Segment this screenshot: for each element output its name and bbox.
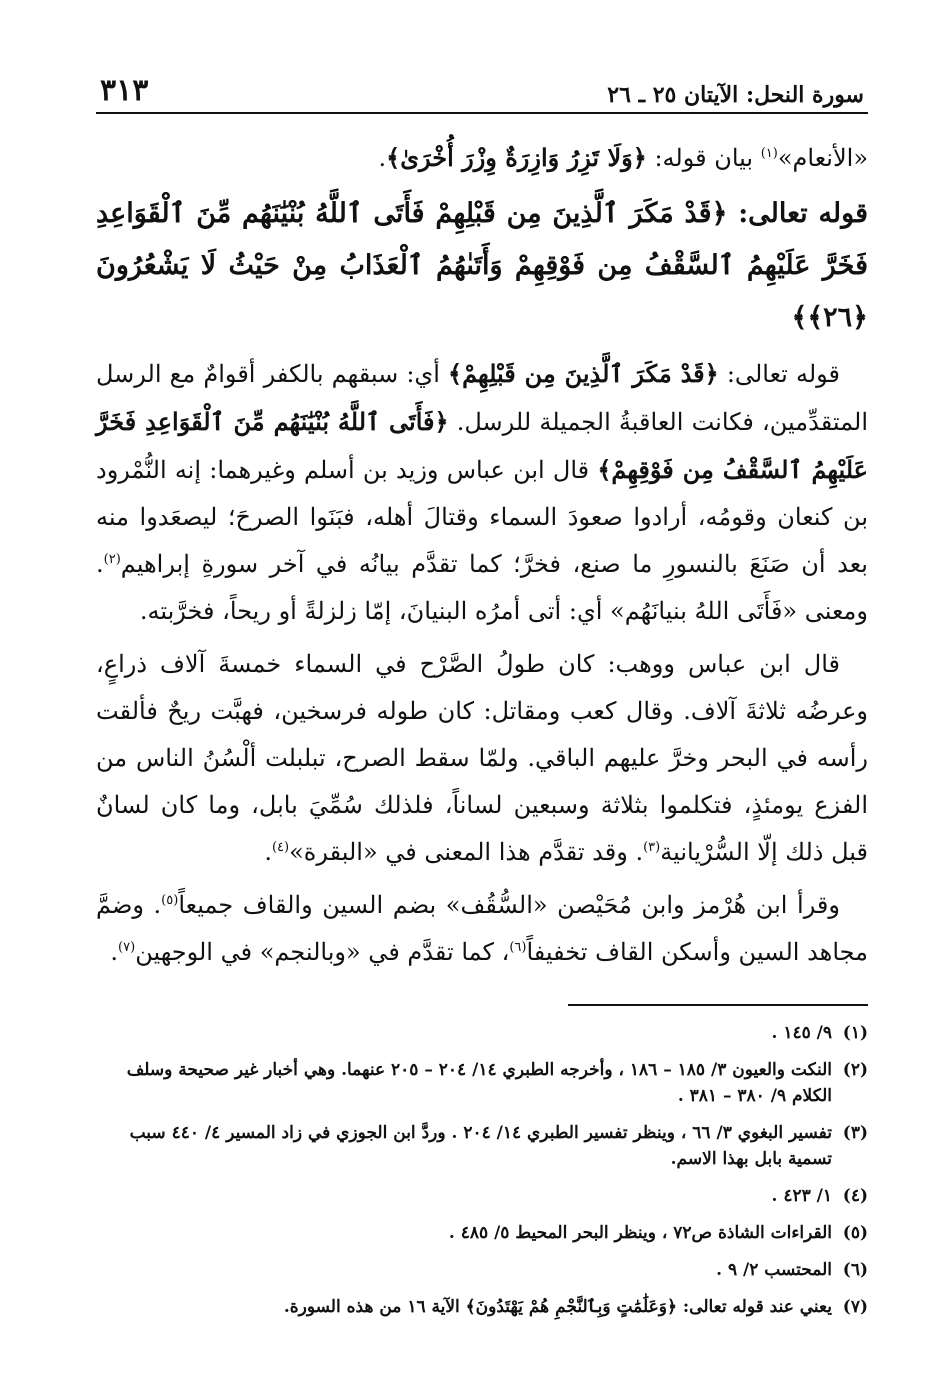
text-run: «الأنعام» (777, 144, 868, 172)
footnote-ref[interactable]: (٣) (643, 840, 661, 855)
footnote-ref[interactable]: (٧) (118, 940, 136, 955)
footnote-ref[interactable]: (٢) (103, 552, 121, 567)
footnote-3 (96, 1120, 868, 1172)
footnote-text: ١/ ٤٢٣ . (771, 1186, 832, 1206)
paragraph-2 (96, 350, 868, 635)
footnote-2 (96, 1057, 868, 1109)
verse-lead: قوله تعالى: (727, 198, 869, 229)
footnote-number: (١) (842, 1023, 868, 1043)
paragraph-1 (96, 134, 868, 182)
text-run: . وضمَّ مجاهد السين وأسكن القاف تخفيفاً (96, 891, 868, 966)
text-run: أي: سبقهم بالكفر أقوامٌ مع الرسل المتقدِّمين، فكانت العاقبةُ الجميلة للرسل. (96, 360, 868, 436)
footnote-6 (96, 1257, 868, 1283)
quran-quote: ﴿قَدْ مَكَرَ ٱلَّذِينَ مِن قَبْلِهِمْ﴾ (448, 359, 719, 388)
footnote-ref[interactable]: (٥) (161, 893, 179, 908)
footnote-text: النكت والعيون ٣/ ١٨٥ – ١٨٦ ، وأخرجه الطبري ١٤/ ٢٠٤ – ٢٠٥ عنهما. وهي أخبار غير صحيحة وسلف الكلام ٩/ ٣٨٠ – ٣٨١ . (126, 1060, 832, 1106)
text-run: . ومعنى «فَأَتَى اللهُ بنيانَهُم» أي: أتى أمرُه البنيانَ، إمّا زلزلةً أو ريحاً، فخرَّبته. (96, 550, 868, 625)
header-title: سورة النحل: الآيتان ٢٥ ـ ٢٦ (607, 82, 864, 108)
text-run: ، كما تقدَّم في «وبالنجم» في الوجهين (135, 938, 510, 966)
quran-verse: ﴿قَدْ مَكَرَ ٱلَّذِينَ مِن قَبْلِهِمْ فَأَتَى ٱللَّهُ بُنْيَٰنَهُم مِّنَ ٱلْقَوَاعِدِ فَخَرَّ عَلَيْهِمُ ٱلسَّقْفُ مِن فَوْقِهِمْ وَأَتَىٰهُمُ ٱلْعَذَابُ مِنْ حَيْثُ لَا يَشْعُرُونَ ﴿٢٦﴾﴾ (96, 198, 868, 333)
text-run: قال ابن عباس وزيد بن أسلم وغيرهما: إنه النُّمْرود بن كنعان وقومُه، أرادوا صعودَ السماء وقتالَ أهله، فبَنَوا الصرحَ؛ ليصعَدوا منه بعد أن صَنَعَ بالنسورِ ما صنع، فخرَّ؛ كما تقدَّم بيانُه في آخر سورةِ إبراهيم (96, 456, 869, 578)
text-run: . (110, 938, 119, 966)
paragraph-3 (96, 641, 868, 876)
text-run: . (264, 838, 272, 866)
footnote-ref[interactable]: (٦) (509, 940, 527, 955)
text-run: قال ابن عباس ووهب: كان طولُ الصَّرْح في السماء خمسةَ آلاف ذراعٍ، وعرضُه ثلاثةَ آلاف. وقال كعب ومقاتل: كان طوله فرسخين، فهبَّت ريحٌ فألقت رأسه في البحر وخرَّ عليهم الباقي. ولمّا سقط الصرح، تبلبلت ألْسُنُ الناس من الفزع يومئذٍ، فتكلموا بثلاثة وسبعين لساناً، فلذلك سُمِّيَ بابل، وما كان لسانٌ قبل ذلك إلّا السُّرْيانية (96, 650, 868, 866)
footnote-number: (٣) (842, 1123, 868, 1143)
book-page (96, 64, 868, 1349)
footnote-number: (٧) (842, 1297, 868, 1317)
footnote-ref[interactable]: (٤) (271, 840, 290, 855)
footnote-number: (٤) (842, 1186, 868, 1206)
quran-quote: ﴿وَلَا تَزِرُ وَازِرَةٌ وِزْرَ أُخْرَىٰ﴾ (386, 143, 647, 172)
footnote-1 (96, 1020, 868, 1046)
text-run: بيان قوله: (646, 144, 761, 172)
footnote-number: (٦) (842, 1260, 868, 1280)
text-run: . (378, 144, 387, 172)
running-header (96, 64, 868, 114)
footnote-separator (568, 1004, 868, 1006)
quran-quote: ﴿فَأَتَى ٱللَّهُ بُنْيَٰنَهُم مِّنَ ٱلْقَوَاعِدِ فَخَرَّ عَلَيْهِمُ ٱلسَّقْفُ مِن فَوْقِهِمْ﴾ (96, 407, 868, 484)
footnote-text: تفسير البغوي ٣/ ٦٦ ، وينظر تفسير الطبري ١٤/ ٢٠٤ . وردَّ ابن الجوزي في زاد المسير ٤/ ٤٤٠ سبب تسمية بابل بهذا الاسم. (129, 1123, 832, 1169)
page-number: ٣١٣ (100, 73, 149, 108)
text-run: وقرأ ابن هُرْمز وابن مُحَيْصن «السُّقُف» بضم السين والقاف جميعاً (178, 891, 840, 919)
footnote-text: ٩/ ١٤٥ . (771, 1023, 832, 1043)
footnote-7 (96, 1294, 868, 1320)
footnote-text: المحتسب ٢/ ٩ . (716, 1260, 832, 1280)
footnote-5 (96, 1220, 868, 1246)
footnote-text: القراءات الشاذة ص٧٢ ، وينظر البحر المحيط ٥/ ٤٨٥ . (448, 1223, 832, 1243)
paragraph-4 (96, 882, 868, 976)
text-run: . وقد تقدَّم هذا المعنى في «البقرة» (289, 838, 644, 866)
verse-heading (96, 188, 868, 344)
footnote-text: يعني عند قوله تعالى: ﴿وَعَلَٰمَٰتٍ وَبِٱلنَّجْمِ هُمْ يَهْتَدُونَ﴾ الآية ١٦ من هذه السورة. (283, 1297, 832, 1317)
footnotes (96, 1020, 868, 1320)
footnote-number: (٢) (842, 1060, 868, 1080)
footnote-number: (٥) (842, 1223, 868, 1243)
footnote-4 (96, 1183, 868, 1209)
text-run: قوله تعالى: (718, 360, 841, 388)
footnote-ref[interactable]: (١) (760, 146, 778, 161)
main-text (96, 134, 868, 976)
